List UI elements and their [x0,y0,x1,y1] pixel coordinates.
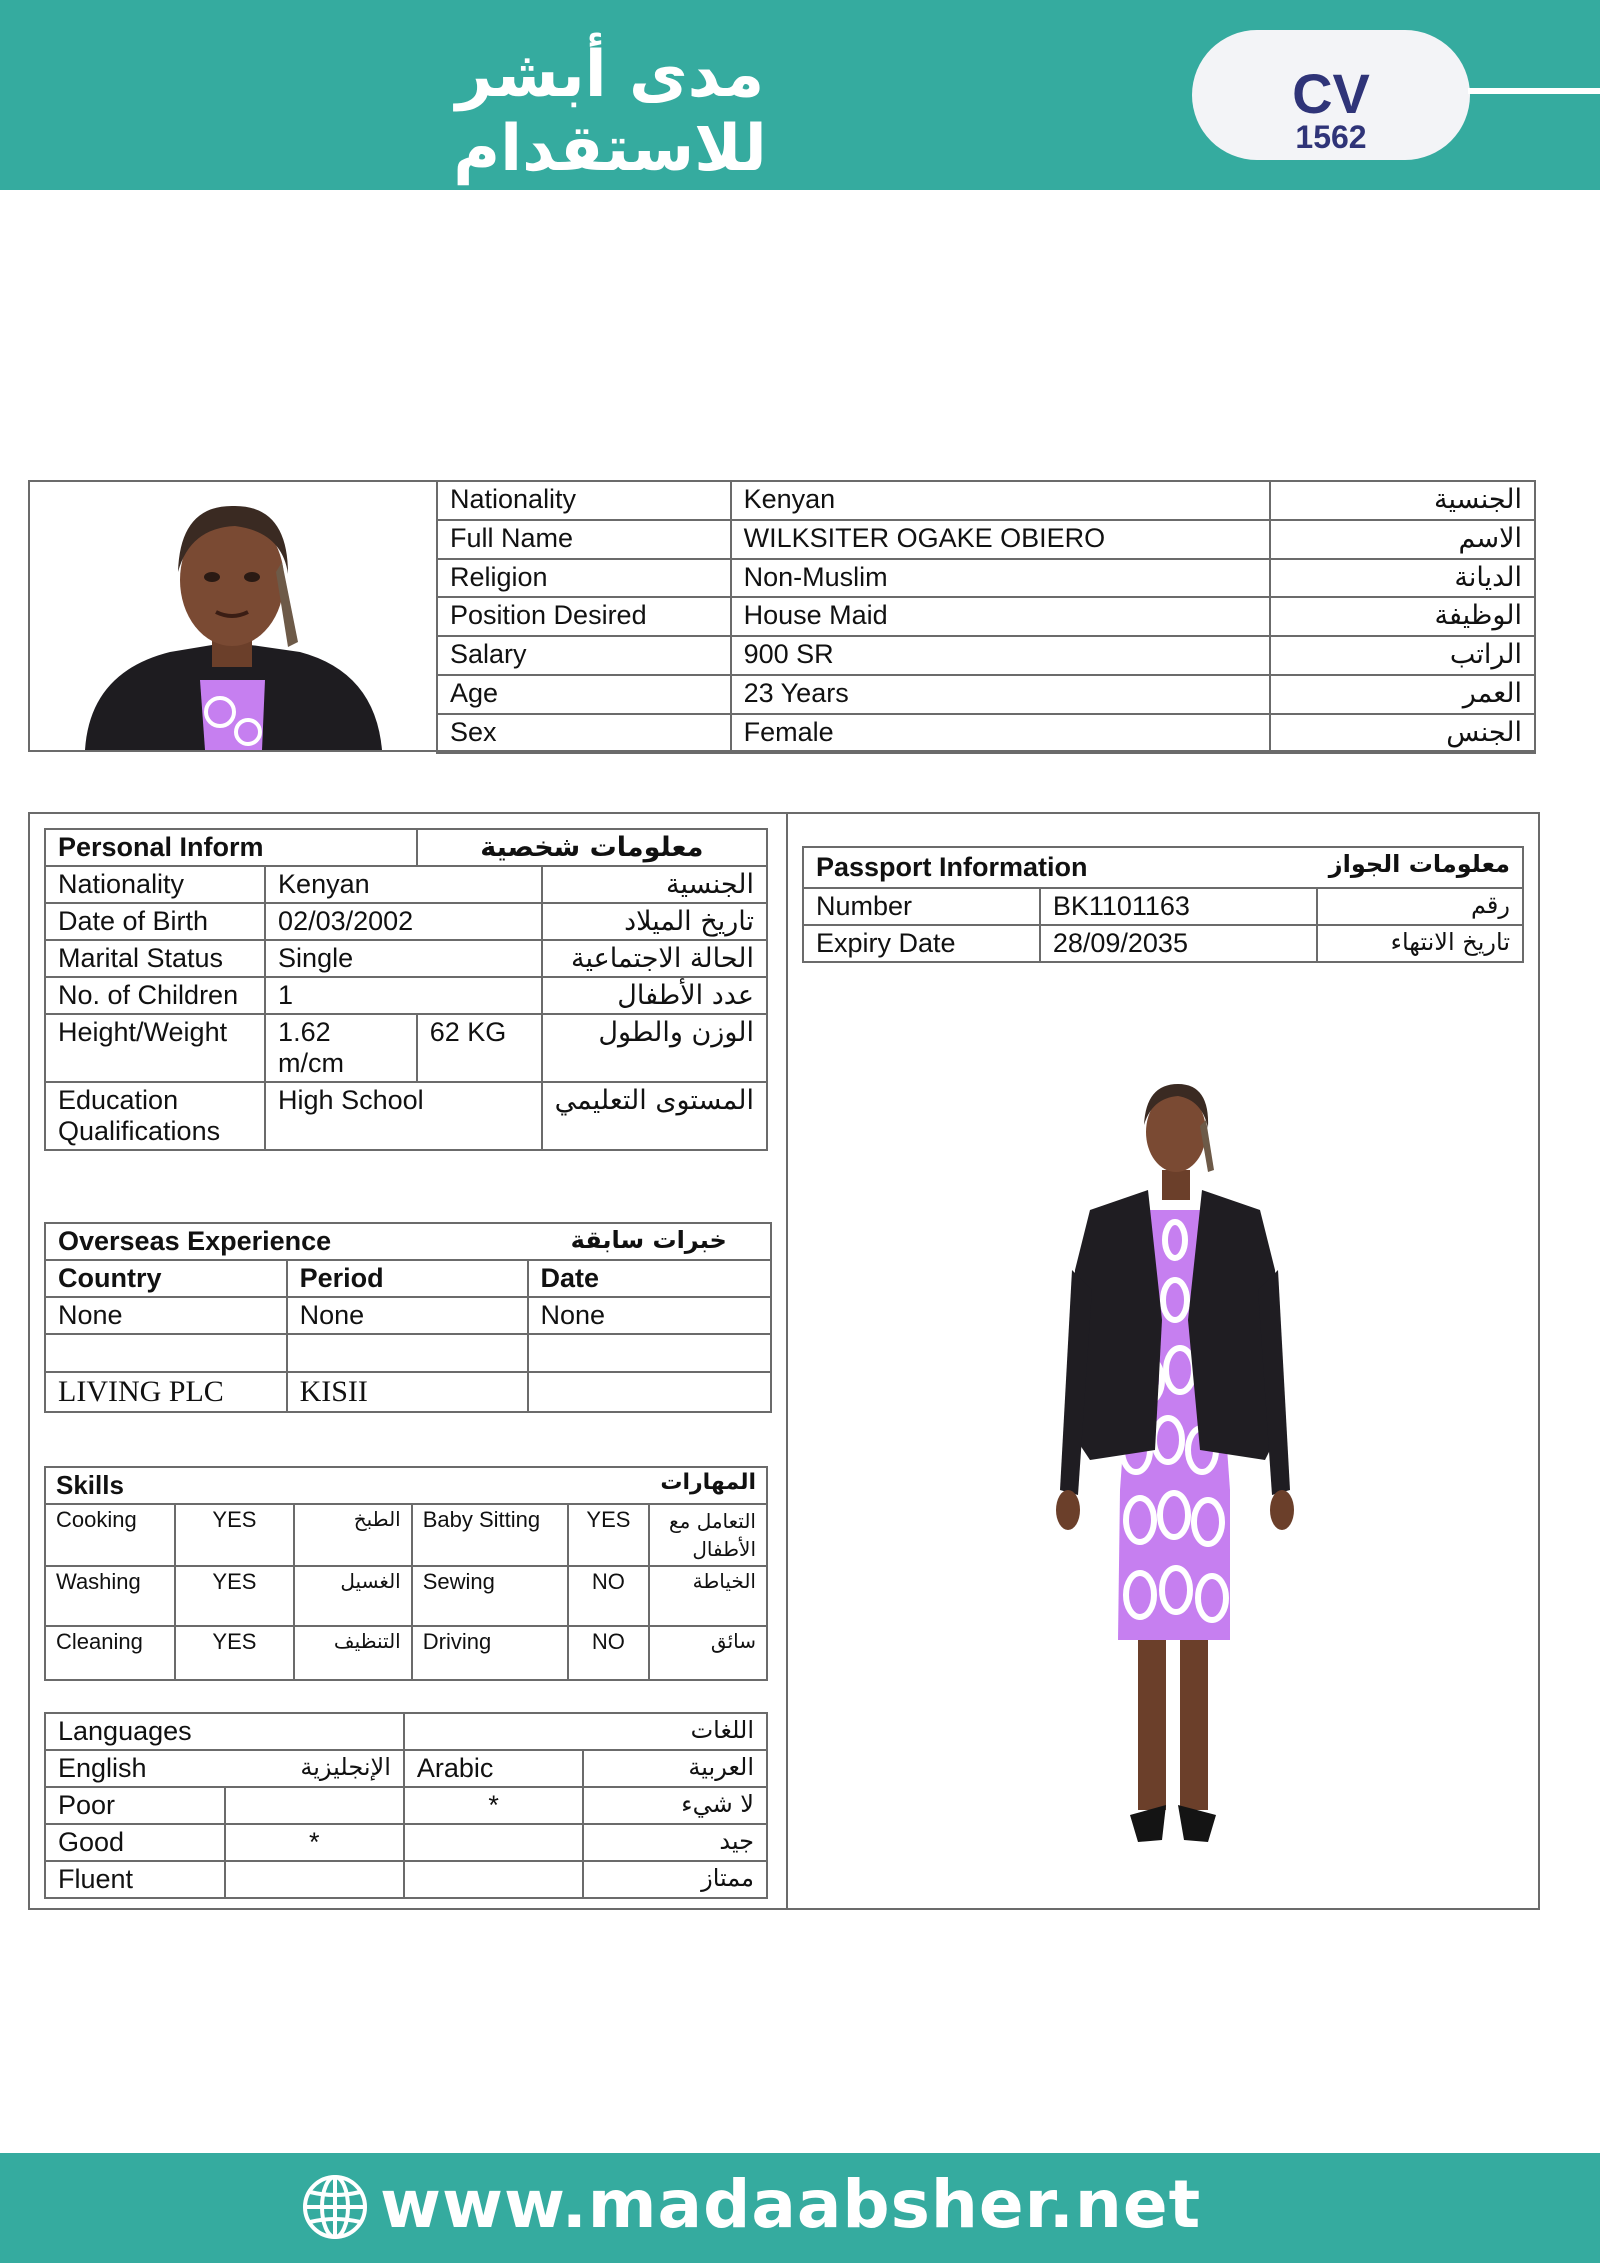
table-row [437,481,1535,520]
education-label-line1: Education [58,1085,179,1115]
table-row [45,1334,771,1372]
dob-label: Date of Birth [45,903,265,940]
period-header: Period [287,1260,528,1297]
skills-title-ar: المهارات [412,1467,767,1504]
nationality-value: Kenyan [731,481,1270,520]
table-row [45,866,767,903]
skill-name-ar: الغسيل [294,1566,412,1626]
skill-value: YES [175,1504,294,1566]
children-label-ar: عدد الأطفال [542,977,767,1014]
empty-cell [287,1334,528,1372]
english-fluent-mark [225,1861,404,1898]
portrait-photo [30,482,434,750]
languages-table [44,1712,768,1899]
salary-label-ar: الراتب [1270,636,1535,675]
passport-number-label-ar: رقم [1317,888,1523,925]
table-row [45,829,767,866]
p-nationality-value: Kenyan [265,866,542,903]
english-label: English [58,1753,147,1783]
country-cell: None [45,1297,287,1334]
table-row [437,520,1535,559]
skill-value: NO [568,1626,650,1680]
period-cell: None [287,1297,528,1334]
empty-cell [45,1334,287,1372]
age-label-ar: العمر [1270,675,1535,714]
table-row [45,1014,767,1082]
skill-name: Cooking [45,1504,175,1566]
marital-value: Single [265,940,542,977]
skill-name: Sewing [412,1566,568,1626]
arabic-good-mark [404,1824,584,1861]
cv-number: 1562 [1295,119,1367,155]
height-unit: m/cm [278,1048,345,1078]
table-row [803,847,1523,888]
education-label [45,1082,265,1150]
table-row [803,888,1523,925]
full-body-photo [1030,1070,1320,1850]
languages-title: Languages [45,1713,404,1750]
education-label-line2: Qualifications [58,1116,221,1146]
cv-label: CV [1292,62,1370,125]
skill-name-ar: الطبخ [294,1504,412,1566]
skill-name-ar: التنظيف [294,1626,412,1680]
table-row [45,903,767,940]
salary-label: Salary [437,636,731,675]
english-header [45,1750,404,1787]
marital-label-ar: الحالة الاجتماعية [542,940,767,977]
table-row [45,1713,767,1750]
header-divider-line [1468,88,1600,94]
passport-number-label: Number [803,888,1040,925]
children-label: No. of Children [45,977,265,1014]
expiry-value: 28/09/2035 [1040,925,1317,962]
education-label-ar: المستوى التعليمي [542,1082,767,1150]
skill-name: Driving [412,1626,568,1680]
full-name-value: WILKSITER OGAKE OBIERO [731,520,1270,559]
religion-label: Religion [437,559,731,598]
table-row [437,636,1535,675]
skill-name: Cleaning [45,1626,175,1680]
salary-value: 900 SR [731,636,1270,675]
table-row [437,559,1535,598]
overseas-title: Overseas Experience [45,1223,528,1260]
personal-title: Personal Inform [45,829,417,866]
religion-value: Non-Muslim [731,559,1270,598]
cv-badge [1192,30,1470,160]
arabic-poor-mark: * [404,1787,584,1824]
nationality-label: Nationality [437,481,731,520]
table-row [45,1504,767,1566]
skill-value: YES [175,1626,294,1680]
table-row [45,1566,767,1626]
empty-cell [528,1334,772,1372]
p-nationality-label-ar: الجنسية [542,866,767,903]
table-row [45,1297,771,1334]
level-poor: Poor [45,1787,225,1824]
marital-label: Marital Status [45,940,265,977]
table-row [45,977,767,1014]
personal-info-table [44,828,768,1151]
skill-value: NO [568,1566,650,1626]
table-row [803,925,1523,962]
date-cell [528,1372,772,1412]
languages-title-ar: اللغات [404,1713,767,1750]
religion-label-ar: الديانة [1270,559,1535,598]
table-row [45,1787,767,1824]
personal-title-ar: معلومات شخصية [417,829,767,866]
passport-title-ar: معلومات الجواز [1317,847,1523,888]
position-label: Position Desired [437,597,731,636]
skill-value: YES [175,1566,294,1626]
position-label-ar: الوظيفة [1270,597,1535,636]
details-divider [786,812,788,1910]
table-row [45,1626,767,1680]
expiry-label-ar: تاريخ الانتهاء [1317,925,1523,962]
english-good-mark: * [225,1824,404,1861]
table-row [45,1260,771,1297]
overseas-experience-table [44,1222,772,1413]
arabic-fluent-mark [404,1861,584,1898]
date-header: Date [528,1260,772,1297]
agency-name: مدى أبشر للاستقدام [453,38,767,186]
height-weight-label: Height/Weight [45,1014,265,1082]
skill-name-ar: التعامل مع الأطفال [649,1504,767,1566]
table-row [45,1467,767,1504]
table-row [45,1861,767,1898]
table-row [45,940,767,977]
date-cell: None [528,1297,772,1334]
full-name-label-ar: الاسم [1270,520,1535,559]
country-header: Country [45,1260,287,1297]
height-weight-label-ar: الوزن والطول [542,1014,767,1082]
skill-name-ar: سائق [649,1626,767,1680]
skill-name: Baby Sitting [412,1504,568,1566]
weight-value: 62 KG [417,1014,542,1082]
skills-table [44,1466,768,1681]
table-row [437,675,1535,714]
english-label-ar: الإنجليزية [300,1753,391,1781]
height-number: 1.62 [278,1017,331,1047]
skill-name-ar: الخياطة [649,1566,767,1626]
table-row [437,714,1535,753]
skill-name: Washing [45,1566,175,1626]
period-cell: KISII [287,1372,528,1412]
dob-value: 02/03/2002 [265,903,542,940]
level-fluent: Fluent [45,1861,225,1898]
level-poor-ar: لا شيء [583,1787,767,1824]
age-label: Age [437,675,731,714]
table-row [45,1372,771,1412]
height-value [265,1014,417,1082]
arabic-label: Arabic [404,1750,584,1787]
level-good: Good [45,1824,225,1861]
full-name-label: Full Name [437,520,731,559]
expiry-label: Expiry Date [803,925,1040,962]
level-fluent-ar: ممتاز [583,1861,767,1898]
table-row [45,1223,771,1260]
table-row [437,597,1535,636]
nationality-label-ar: الجنسية [1270,481,1535,520]
english-poor-mark [225,1787,404,1824]
children-value: 1 [265,977,542,1014]
sex-value: Female [731,714,1270,753]
table-row [45,1824,767,1861]
overseas-title-ar: خبرات سابقة [528,1223,772,1260]
table-row [45,1082,767,1150]
country-cell: LIVING PLC [45,1372,287,1412]
passport-number-value: BK1101163 [1040,888,1317,925]
arabic-label-ar: العربية [583,1750,767,1787]
website-link[interactable]: www.madaabsher.net [380,2166,1202,2243]
sex-label-ar: الجنس [1270,714,1535,753]
sex-label: Sex [437,714,731,753]
age-value: 23 Years [731,675,1270,714]
position-value: House Maid [731,597,1270,636]
p-nationality-label: Nationality [45,866,265,903]
table-row [45,1750,767,1787]
passport-title: Passport Information [803,847,1317,888]
skill-value: YES [568,1504,650,1566]
passport-info-table [802,846,1524,963]
main-info-table [436,480,1536,754]
level-good-ar: جيد [583,1824,767,1861]
skills-title: Skills [45,1467,412,1504]
globe-icon [300,2172,370,2242]
dob-label-ar: تاريخ الميلاد [542,903,767,940]
education-value: High School [265,1082,542,1150]
